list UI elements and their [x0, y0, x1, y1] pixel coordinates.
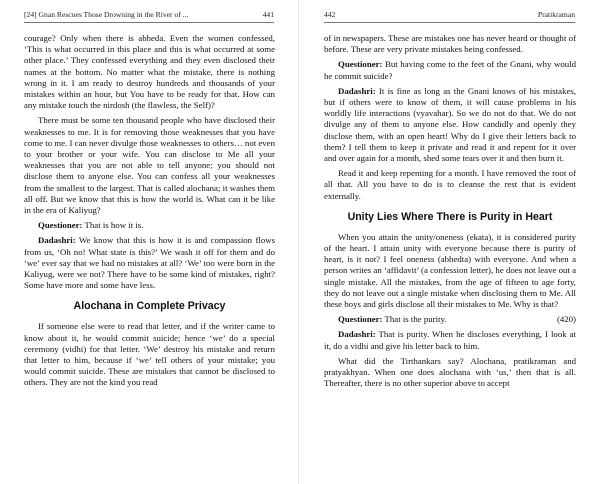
section-heading: Unity Lies Where There is Purity in Heart	[347, 210, 553, 223]
paragraph: of in newspapers. These are mistakes one has never heard or thought of before. These are very private mistakes being confessed.	[324, 33, 576, 55]
dialogue-text: It is fine as long as the Gnani knows of his mistakes, but if others were to know of them, it will cause problems in his worldly life interactions (vyavahar). So we do not do that. We do not divulge any of them to anyone else. How candidly and openly they disclose them, with an open heart! Why do I give their letters back to them? I tell them to keep it private and read it and repent for it over and over again for a month, shed some tears over it and then burn it.	[324, 85, 576, 164]
header-rule	[24, 22, 274, 23]
dialogue-text: That is the purity.	[384, 314, 447, 325]
dialogue-paragraph	[324, 59, 576, 81]
dialogue-paragraph	[24, 220, 275, 231]
speaker-label: Questioner:	[38, 220, 83, 231]
dialogue-paragraph	[324, 314, 576, 325]
speaker-label: Questioner:	[338, 59, 383, 70]
dialogue-paragraph	[24, 235, 275, 291]
header-title: [24] Gnan Rescues Those Drowning in the River of ...	[24, 10, 189, 19]
dialogue-text: But having come to the feet of the Gnani, why would he commit suicide?	[324, 59, 576, 81]
speaker-label: Dadashri:	[338, 85, 376, 96]
dialogue-text: We know that this is how it is and compassion flows from us, ‘Oh no! What state is this?’ We wash it off for them and do ‘we’ ever say that we had no mistakes at all? ‘We’ too were born in the Kaliyug, were we not? There have to be some kind of mistakes, right? Some have more and some have less.	[24, 235, 275, 291]
paragraph: courage? Only when there is abheda. Even the women confessed, ‘This is what occurred in this place and this is what occurred at some other place.’ They confessed everything and they even disclosed their names at the bottom. No matter what the mistake, there is nothing wrong in it. I am ready to destroy hundreds and thousands of your mistakes within an hour, but You have to be ready for that. How can any mistake touch the nirdosh (the flawless, the Self)?	[24, 33, 275, 111]
header-rule	[324, 22, 575, 23]
page-body	[24, 33, 275, 393]
section-heading: Alochana in Complete Privacy	[73, 300, 226, 313]
paragraph: If someone else were to read that letter, and if the writer came to know about it, he would commit suicide; hence ‘we’ do a special ceremony (vidhi) for that letter. ‘We’ destroy his mistake and return that letter to him, because if ‘we’ tell others of your mistake; you would commit suicide. These are mistakes that cannot be disclosed to others. They are not the kind you read	[24, 321, 275, 388]
header-title: Pratikraman	[537, 10, 575, 19]
dialogue-paragraph	[324, 329, 576, 351]
dialogue-paragraph	[324, 86, 576, 164]
paragraph: When you attain the unity/oneness (ekata), it is considered purity of the heart. I attain unity with everyone because there is purity of heart, is it not? I feel oneness (abhedta) with everyone. And when a person writes an ‘affidavit’ (a confession letter), he does not leave out a single mistake. All the mistakes, from the age of fifteen to age forty, they do not leave out a single mistake when disclosing them to Me. All these boys and girls disclose all their mistakes to Me. Why is that?	[324, 231, 576, 310]
paragraph: Read it and keep repenting for a month. I have removed the root of all that. All you have to do is to cleanse the rest that is evident externally.	[324, 168, 576, 201]
reference-number: (420)	[556, 314, 576, 325]
page-number: 441	[262, 10, 274, 19]
paragraph: What did the Tirthankars say? Alochana, pratikraman and pratyakhyan. When one does alochana with ‘us,’ then that is all. Thereafter, there is no other superior above to accept	[324, 355, 576, 389]
right-page	[300, 0, 599, 484]
running-header	[324, 9, 575, 21]
speaker-label: Dadashri:	[38, 235, 76, 246]
dialogue-text: That is purity. When he discloses everything, I look at it, do a vidhi and give his letter back to him.	[324, 329, 576, 351]
speaker-label: Questioner:	[338, 314, 383, 325]
page-body	[324, 33, 576, 393]
running-header	[24, 9, 274, 21]
page-number: 442	[324, 10, 336, 19]
paragraph: There must be some ten thousand people who have disclosed their weaknesses to me. It is for removing those weaknesses that you have come to me. I can never divulge those weaknesses to others… not even to your brother or your wife. You can disclose to Me all your weaknesses that you are not able to tell anyone; you should not disclose them to anyone else. You can confess all your weaknesses from the smallest to the largest. That is called alochana; it washes them all off. But we know that this is how the world is. What can it be like in the era of Kaliyug?	[24, 115, 275, 216]
speaker-label: Dadashri:	[338, 329, 376, 340]
left-page	[0, 0, 299, 484]
dialogue-text: That is how it is.	[84, 220, 144, 231]
